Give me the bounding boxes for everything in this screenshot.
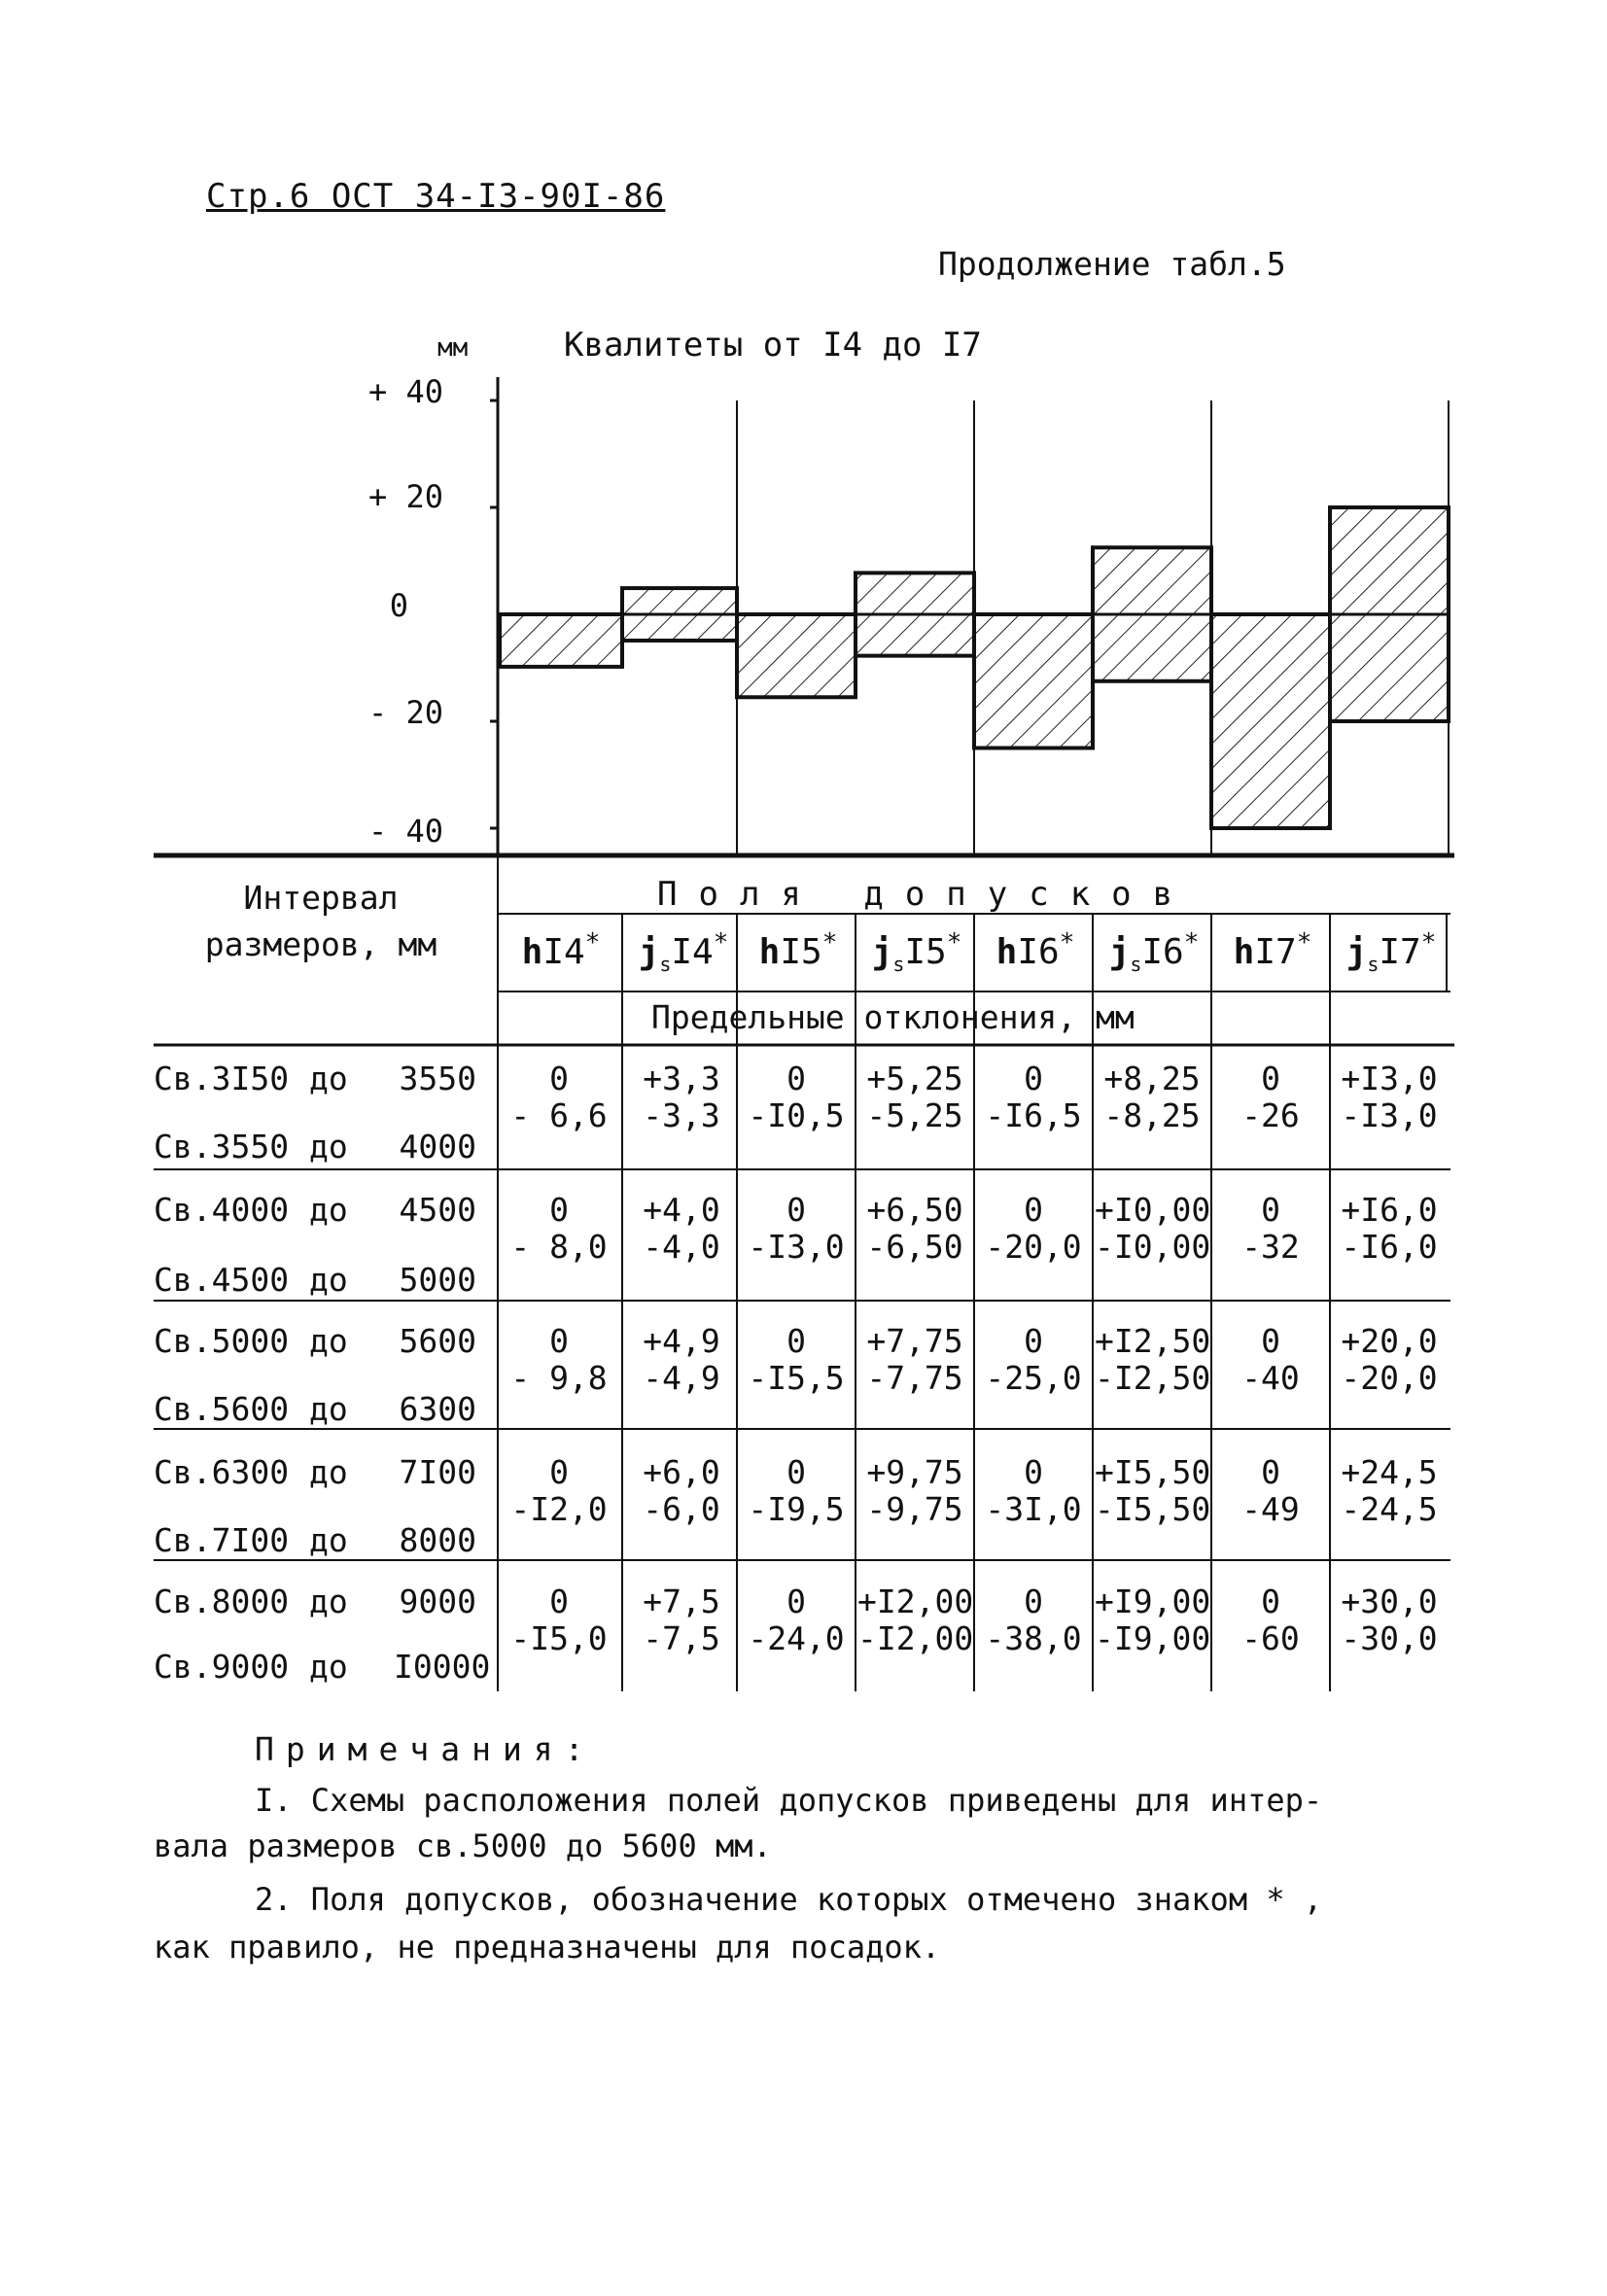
lower-deviation: -30,0	[1341, 1619, 1438, 1657]
interval-to-word: до	[309, 1521, 348, 1559]
upper-deviation: +3,3	[643, 1060, 720, 1097]
lower-deviation: -I9,5	[748, 1490, 845, 1528]
upper-deviation: +I2,50	[1095, 1322, 1211, 1360]
lower-deviation: -I6,0	[1341, 1228, 1438, 1266]
interval-from: Св.9000	[154, 1648, 290, 1686]
upper-deviation: 0	[786, 1453, 806, 1491]
upper-deviation: +6,50	[866, 1191, 963, 1229]
lower-deviation: -25,0	[985, 1359, 1082, 1397]
column-header-jsI4	[626, 928, 741, 976]
interval-to-word: до	[309, 1060, 348, 1097]
upper-deviation: +30,0	[1341, 1583, 1438, 1620]
lower-deviation: -40	[1241, 1359, 1300, 1397]
column-header-grade: I4	[671, 932, 714, 972]
lower-deviation: -26	[1241, 1096, 1300, 1134]
y-tick-label: - 40	[367, 813, 443, 850]
upper-deviation: +4,9	[643, 1322, 720, 1360]
lower-deviation: -4,9	[643, 1359, 720, 1397]
lower-deviation: -I6,5	[985, 1096, 1082, 1134]
interval-to: I0000	[394, 1648, 491, 1686]
column-header-grade: I6	[1017, 932, 1060, 972]
asterisk-mark: *	[1059, 928, 1075, 957]
upper-deviation: 0	[549, 1322, 569, 1360]
lower-deviation: -24,5	[1341, 1490, 1438, 1528]
lower-deviation: -I2,50	[1095, 1359, 1211, 1397]
interval-to: 4000	[399, 1128, 476, 1165]
column-header-subscript: s	[1367, 953, 1380, 977]
column-header-grade: I4	[542, 932, 585, 972]
lower-deviation: -8,25	[1103, 1096, 1201, 1134]
column-header-letter: j	[1108, 932, 1131, 972]
upper-deviation: +24,5	[1341, 1453, 1438, 1491]
upper-deviation: 0	[1261, 1453, 1280, 1491]
lower-deviation: -I5,5	[748, 1359, 845, 1397]
table-continuation-label: Продолжение табл.5	[938, 245, 1286, 283]
column-header-letter: h	[521, 932, 543, 972]
upper-deviation: 0	[549, 1060, 569, 1097]
interval-column-header: Интервал размеров, мм	[204, 879, 437, 963]
lower-deviation: -I5,50	[1095, 1490, 1211, 1528]
asterisk-mark: *	[1420, 928, 1437, 957]
column-header-subscript: s	[1130, 953, 1142, 977]
interval-to-word: до	[309, 1583, 348, 1620]
tolerance-fields-header: Поля допусков	[657, 875, 1195, 914]
note-1-line-2: вала размеров св.5000 до 5600 мм.	[154, 1827, 772, 1864]
interval-from: Св.7I00	[154, 1521, 290, 1559]
upper-deviation: +7,5	[643, 1583, 720, 1620]
upper-deviation: 0	[1261, 1583, 1280, 1620]
lower-deviation: - 6,6	[510, 1096, 608, 1134]
upper-deviation: 0	[1024, 1453, 1043, 1491]
upper-deviation: 0	[786, 1322, 806, 1360]
column-header-letter: h	[1233, 932, 1255, 972]
column-header-grade: I7	[1254, 932, 1297, 972]
interval-to-word: до	[309, 1261, 348, 1299]
upper-deviation: +I6,0	[1341, 1191, 1438, 1229]
lower-deviation: -I0,5	[748, 1096, 845, 1134]
lower-deviation: -4,0	[643, 1228, 720, 1266]
upper-deviation: 0	[549, 1583, 569, 1620]
column-header-letter: j	[871, 932, 893, 972]
lower-deviation: -60	[1241, 1619, 1300, 1657]
column-header-letter: j	[638, 932, 660, 972]
note-1-line-1: I. Схемы расположения полей допусков приведены для интер-	[255, 1782, 1323, 1819]
column-header-grade: I5	[780, 932, 822, 972]
interval-from: Св.4500	[154, 1261, 290, 1299]
asterisk-mark: *	[1296, 928, 1312, 957]
interval-from: Св.3I50	[154, 1060, 290, 1097]
column-header-subscript: s	[659, 953, 672, 977]
interval-to: 3550	[399, 1060, 476, 1097]
lower-deviation: -I2,00	[857, 1619, 974, 1657]
interval-to: 5000	[399, 1261, 476, 1299]
upper-deviation: 0	[1261, 1060, 1280, 1097]
interval-to-word: до	[309, 1191, 348, 1229]
interval-from: Св.6300	[154, 1453, 290, 1491]
interval-from: Св.4000	[154, 1191, 290, 1229]
asterisk-mark: *	[1183, 928, 1200, 957]
lower-deviation: -I0,00	[1095, 1228, 1211, 1266]
upper-deviation: +7,75	[866, 1322, 963, 1360]
upper-deviation: +8,25	[1103, 1060, 1201, 1097]
lower-deviation: -20,0	[1341, 1359, 1438, 1397]
lower-deviation: -3I,0	[985, 1490, 1082, 1528]
upper-deviation: 0	[1261, 1191, 1280, 1229]
upper-deviation: +I0,00	[1095, 1191, 1211, 1229]
interval-from: Св.5000	[154, 1322, 290, 1360]
y-tick-label: + 20	[367, 478, 443, 515]
lower-deviation: -38,0	[985, 1619, 1082, 1657]
document-header: Стр.6 ОСТ 34-I3-90I-86	[206, 177, 666, 216]
upper-deviation: +9,75	[866, 1453, 963, 1491]
chart-title: Квалитеты от I4 до I7	[564, 326, 982, 365]
upper-deviation: 0	[1024, 1322, 1043, 1360]
upper-deviation: 0	[549, 1453, 569, 1491]
upper-deviation: 0	[1261, 1322, 1280, 1360]
lower-deviation: -I9,00	[1095, 1619, 1211, 1657]
upper-deviation: +I9,00	[1095, 1583, 1211, 1620]
interval-from: Св.8000	[154, 1583, 290, 1620]
interval-to-word: до	[309, 1322, 348, 1360]
y-tick-label: 0	[389, 587, 408, 624]
lower-deviation: -I3,0	[1341, 1096, 1438, 1134]
column-header-grade: I7	[1379, 932, 1421, 972]
upper-deviation: +4,0	[643, 1191, 720, 1229]
lower-deviation: -I2,0	[510, 1490, 608, 1528]
interval-to-word: до	[309, 1128, 348, 1165]
asterisk-mark: *	[821, 928, 838, 957]
asterisk-mark: *	[713, 928, 729, 957]
upper-deviation: +I5,50	[1095, 1453, 1211, 1491]
interval-to-word: до	[309, 1648, 348, 1686]
interval-from: Св.3550	[154, 1128, 290, 1165]
column-header-letter: h	[758, 932, 781, 972]
upper-deviation: 0	[786, 1583, 806, 1620]
interval-to: 5600	[399, 1322, 476, 1360]
column-header-jsI6	[1097, 928, 1211, 976]
y-tick-label: + 40	[367, 373, 443, 410]
interval-from: Св.5600	[154, 1390, 290, 1428]
lower-deviation: -3,3	[643, 1096, 720, 1134]
lower-deviation: - 9,8	[510, 1359, 608, 1397]
upper-deviation: 0	[1024, 1583, 1043, 1620]
lower-deviation: -9,75	[866, 1490, 963, 1528]
lower-deviation: -7,75	[866, 1359, 963, 1397]
lower-deviation: -32	[1241, 1228, 1300, 1266]
upper-deviation: +I3,0	[1341, 1060, 1438, 1097]
column-header-hI4	[504, 928, 618, 972]
interval-to: 4500	[399, 1191, 476, 1229]
interval-to: 8000	[399, 1521, 476, 1559]
column-header-subscript: s	[892, 953, 905, 977]
lower-deviation: -5,25	[866, 1096, 963, 1134]
upper-deviation: +I2,00	[857, 1583, 974, 1620]
column-header-jsI7	[1334, 928, 1449, 976]
column-header-hI7	[1215, 928, 1330, 972]
column-header-hI6	[978, 928, 1093, 972]
upper-deviation: 0	[786, 1060, 806, 1097]
tolerance-field-hI5	[737, 614, 856, 697]
lower-deviation: -7,5	[643, 1619, 720, 1657]
upper-deviation: 0	[1024, 1060, 1043, 1097]
column-header-hI5	[741, 928, 856, 972]
notes-heading: Примечания:	[255, 1730, 596, 1768]
lower-deviation: -6,50	[866, 1228, 963, 1266]
asterisk-mark: *	[946, 928, 962, 957]
lower-deviation: -6,0	[643, 1490, 720, 1528]
lower-deviation: -49	[1241, 1490, 1300, 1528]
lower-deviation: -24,0	[748, 1619, 845, 1657]
lower-deviation: - 8,0	[510, 1228, 608, 1266]
y-tick-label: - 20	[367, 694, 443, 731]
interval-to-word: до	[309, 1453, 348, 1491]
tolerance-field-hI7	[1211, 614, 1330, 828]
lower-deviation: -20,0	[985, 1228, 1082, 1266]
tolerance-field-hI4	[500, 614, 622, 667]
lower-deviation: -I3,0	[748, 1228, 845, 1266]
column-header-grade: I5	[904, 932, 947, 972]
upper-deviation: 0	[549, 1191, 569, 1229]
interval-to: 7I00	[399, 1453, 476, 1491]
tolerance-field-hI6	[974, 614, 1093, 748]
upper-deviation: +5,25	[866, 1060, 963, 1097]
chart-unit-label: мм	[437, 333, 469, 363]
interval-to: 9000	[399, 1583, 476, 1620]
column-header-letter: j	[1345, 932, 1368, 972]
upper-deviation: +20,0	[1341, 1322, 1438, 1360]
asterisk-mark: *	[584, 928, 601, 957]
note-2-line-1: 2. Поля допусков, обозначение которых отмечено знаком * ,	[255, 1881, 1323, 1918]
column-header-grade: I6	[1141, 932, 1184, 972]
lower-deviation: -I5,0	[510, 1619, 608, 1657]
upper-deviation: 0	[1024, 1191, 1043, 1229]
upper-deviation: 0	[786, 1191, 806, 1229]
column-header-jsI5	[859, 928, 974, 976]
interval-to: 6300	[399, 1390, 476, 1428]
upper-deviation: +6,0	[643, 1453, 720, 1491]
limit-deviations-header: Предельные отклонения, мм	[651, 998, 1135, 1036]
column-header-letter: h	[996, 932, 1018, 972]
interval-to-word: до	[309, 1390, 348, 1428]
note-2-line-2: как правило, не предназначены для посадок.	[154, 1929, 941, 1966]
